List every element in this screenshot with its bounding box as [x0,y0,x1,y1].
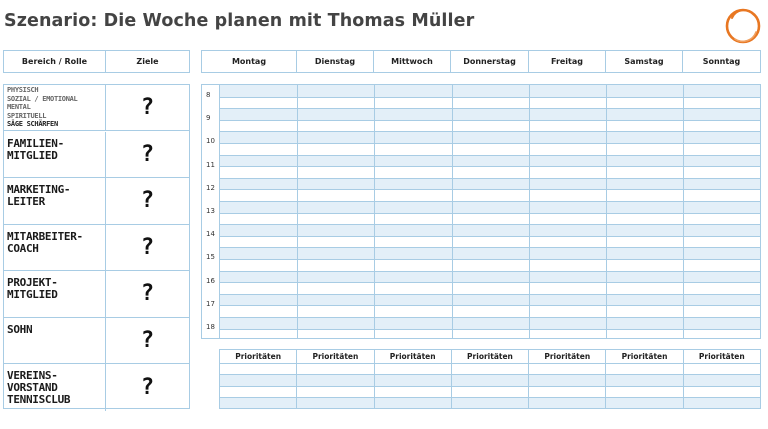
saw-line: MENTAL [7,103,31,112]
orange-ring-logo-icon [723,4,763,48]
hour-column [202,85,220,338]
time-slot-row[interactable] [220,201,760,213]
time-slot-row[interactable] [220,189,760,201]
hour-label: 11 [206,160,215,169]
time-slot-row[interactable] [220,317,760,329]
hour-label: 12 [206,183,215,192]
priorities-label: Prioritäten [220,350,297,363]
saw-cell [4,85,106,130]
hour-label: 16 [206,276,215,285]
time-slot-row[interactable] [220,329,760,341]
time-slot-row[interactable] [220,224,760,236]
priorities-label: Prioritäten [375,350,452,363]
role-name: VEREINS- VORSTAND TENNISCLUB [4,364,106,411]
day-divider [529,85,530,338]
time-slot-row[interactable] [220,108,760,120]
time-slot-row[interactable] [220,271,760,283]
time-slot-row[interactable] [220,97,760,109]
day-header: Freitag [529,51,606,72]
role-row-saw [4,85,189,131]
time-slot-row[interactable] [220,143,760,155]
role-name: FAMILIEN- MITGLIED [4,132,106,178]
saw-line: SOZIAL / EMOTIONAL [7,94,78,103]
role-row [4,178,189,225]
time-slot-row[interactable] [220,178,760,190]
time-slot-row[interactable] [220,131,760,143]
roles-table-header [3,50,190,73]
hour-label: 17 [206,299,215,308]
page-title: Szenario: Die Woche planen mit Thomas Müller [4,11,475,31]
saw-line: PHYSISCH [7,86,39,94]
hour-label: 13 [206,207,215,215]
day-header: Sonntag [702,57,741,66]
goal-question-mark[interactable]: ? [140,234,155,260]
role-row [4,364,189,411]
priorities-table [219,349,761,409]
role-name: MITARBEITER- COACH [4,225,106,271]
day-header: Mittwoch [374,51,451,72]
goal-question-mark[interactable]: ? [140,281,155,307]
goal-question-mark[interactable]: ? [140,95,155,120]
hour-label: 15 [206,253,215,262]
time-slots[interactable] [220,85,760,338]
hour-label: 18 [206,323,215,331]
role-name: MARKETING- LEITER [4,178,106,224]
role-row [4,225,189,272]
saw-line: SPIRITUELL [7,111,47,120]
time-slot-row[interactable] [220,155,760,167]
priorities-label: Prioritäten [698,352,745,361]
time-slot-row[interactable] [220,305,760,317]
priorities-row[interactable] [220,364,760,375]
hour-label: 10 [206,137,215,146]
goal-question-mark[interactable]: ? [140,141,155,167]
day-header: Donnerstag [451,51,529,72]
role-row [4,271,189,318]
priorities-header [220,350,760,364]
priorities-label: Prioritäten [452,350,529,363]
time-slot-row[interactable] [220,213,760,225]
day-divider [606,85,607,338]
day-divider [683,85,684,338]
priorities-row[interactable] [220,387,760,398]
time-slot-row[interactable] [220,85,760,97]
hour-label: 9 [206,114,211,123]
day-header: Montag [202,51,297,72]
time-slot-row[interactable] [220,259,760,271]
time-slot-row[interactable] [220,120,760,132]
goal-question-mark[interactable]: ? [140,188,155,214]
priorities-row[interactable] [220,398,760,408]
day-divider [452,85,453,338]
time-slot-row[interactable] [220,236,760,248]
day-header: Samstag [606,51,683,72]
role-name: PROJEKT- MITGLIED [4,271,106,317]
day-divider [374,85,375,338]
header-goals: Ziele [136,57,159,66]
goal-question-mark[interactable]: ? [140,374,155,400]
time-slot-row[interactable] [220,294,760,306]
time-slot-row[interactable] [220,282,760,294]
time-slot-row[interactable] [220,247,760,259]
saw-list [4,85,105,129]
roles-table [3,84,190,409]
role-row [4,132,189,179]
day-header: Dienstag [297,51,374,72]
schedule-grid [201,84,761,339]
hour-label: 14 [206,230,215,239]
saw-title: SÄGE SCHÄRFEN [7,120,58,129]
hour-label: 8 [206,91,211,99]
priorities-row[interactable] [220,375,760,386]
header-role: Bereich / Rolle [4,51,106,72]
role-row [4,318,189,365]
day-divider [297,85,298,338]
priorities-label: Prioritäten [297,350,374,363]
priorities-label: Prioritäten [606,350,683,363]
priorities-label: Prioritäten [529,350,606,363]
role-name: SOHN [4,318,106,364]
time-slot-row[interactable] [220,166,760,178]
goal-question-mark[interactable]: ? [140,327,155,353]
days-header [201,50,761,73]
